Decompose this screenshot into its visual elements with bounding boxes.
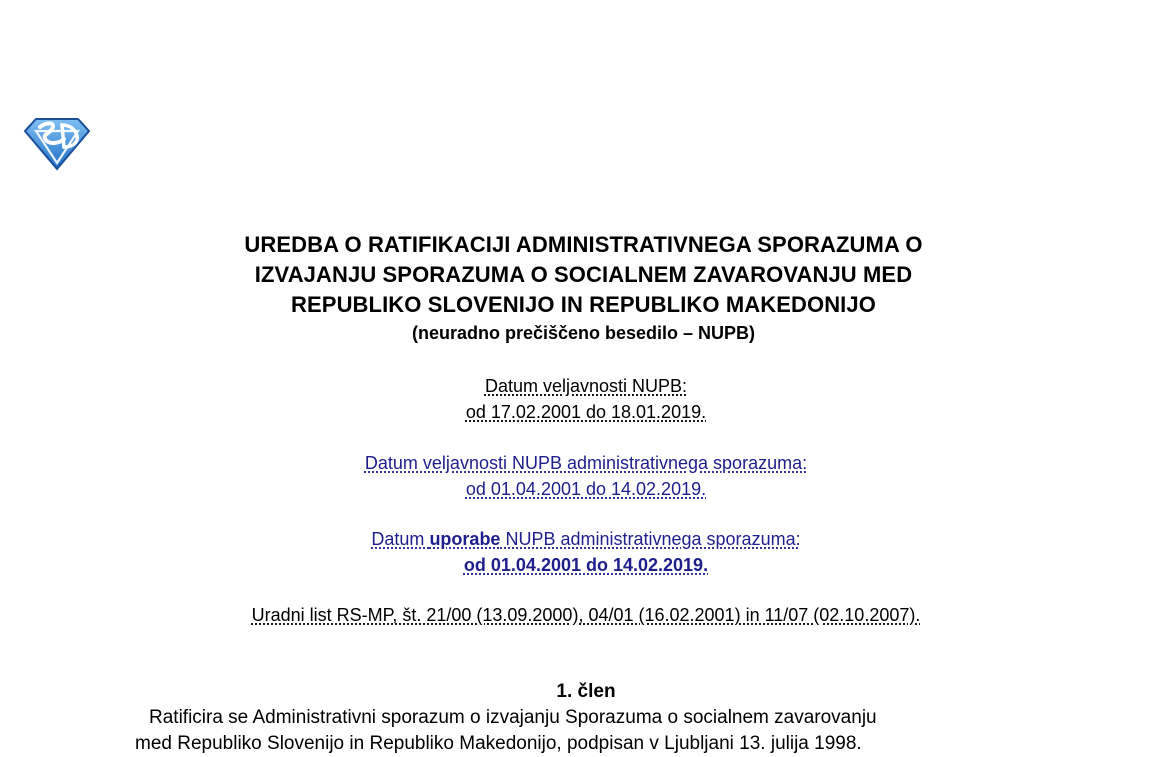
article-heading: 1. člen — [556, 681, 616, 702]
title-line-3: REPUBLIKO SLOVENIJO IN REPUBLIKO MAKEDONIJO — [291, 292, 876, 317]
title-line-1: UREDBA O RATIFIKACIJI ADMINISTRATIVNEGA SPORAZUMA O — [244, 232, 923, 257]
agreement-validity-range-link[interactable]: od 01.04.2001 do 14.02.2019. — [465, 479, 707, 499]
gazette-shield-logo-icon — [22, 117, 92, 171]
article-line-2: med Republiko Slovenijo in Republiko Makedonijo, podpisan v Ljubljani 13. julija 1998. — [135, 733, 862, 754]
agreement-use-block — [0, 526, 1157, 578]
article-body — [135, 705, 1035, 757]
document-title — [0, 230, 1157, 346]
gazette-references-link[interactable]: Uradni list RS-MP, št. 21/00 (13.09.2000), 04/01 (16.02.2001) in 11/07 (02.10.2007). — [251, 605, 921, 625]
validity-range-link[interactable]: od 17.02.2001 do 18.01.2019. — [465, 402, 707, 422]
agreement-use-label-link[interactable] — [371, 529, 800, 549]
agreement-validity-block — [0, 450, 1157, 502]
agreement-validity-label-link[interactable]: Datum veljavnosti NUPB administrativnega sporazuma: — [364, 453, 808, 473]
agreement-use-label-suffix: NUPB administrativnega sporazuma: — [500, 529, 801, 549]
agreement-use-label-bold: uporabe — [429, 529, 501, 549]
validity-block — [0, 373, 1157, 425]
title-line-2: IZVAJANJU SPORAZUMA O SOCIALNEM ZAVAROVANJU MED — [254, 262, 913, 287]
agreement-use-label-prefix: Datum — [371, 529, 430, 549]
article-line-1: Ratificira se Administrativni sporazum o izvajanju Sporazuma o socialnem zavarovanju — [149, 707, 877, 728]
document-subtitle: (neuradno prečiščeno besedilo – NUPB) — [411, 323, 756, 343]
validity-label-link[interactable]: Datum veljavnosti NUPB: — [484, 376, 688, 396]
gazette-block — [0, 602, 1157, 628]
agreement-use-range-link[interactable]: od 01.04.2001 do 14.02.2019. — [463, 555, 709, 575]
